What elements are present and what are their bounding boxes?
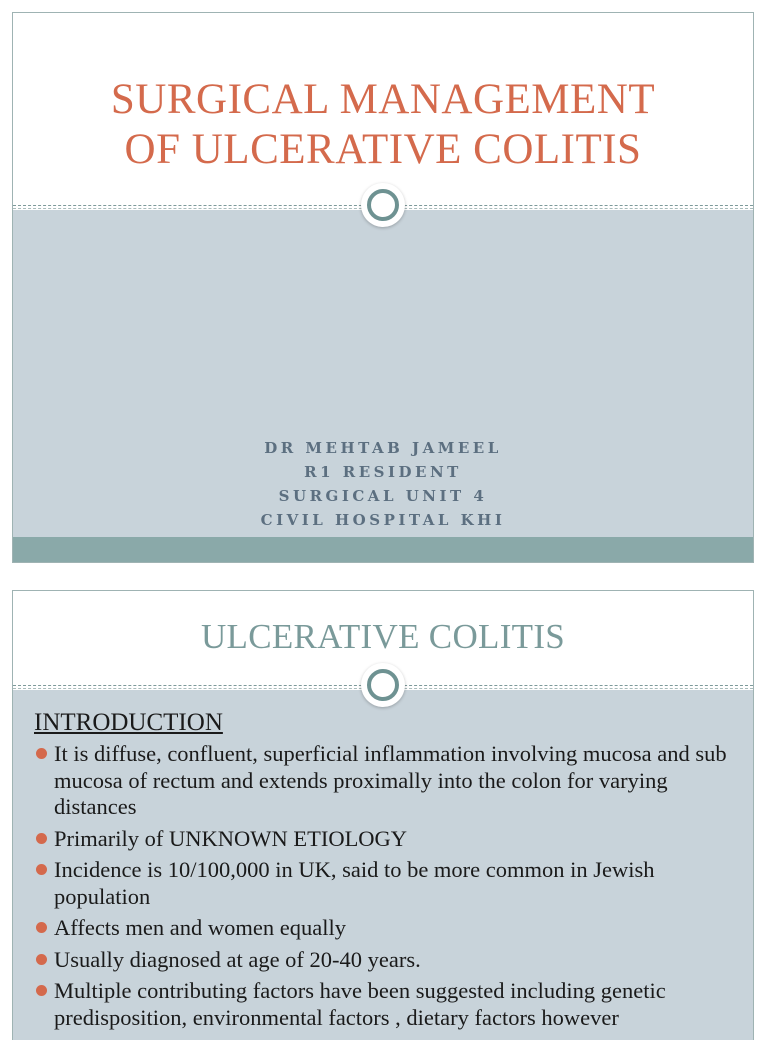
bullet-list — [34, 741, 739, 1031]
bullet-text: It is diffuse, confluent, superficial inflammation involving mucosa and sub mucosa of rectum and extends proximally into the colon for varying distances — [54, 741, 727, 819]
bullet-icon — [36, 985, 47, 996]
list-item — [34, 915, 739, 942]
slide-title — [13, 75, 753, 175]
bullet-icon — [36, 833, 47, 844]
presenter-hospital: CIVIL HOSPITAL KHI — [260, 511, 506, 529]
bullet-text: Primarily of UNKNOWN ETIOLOGY — [54, 825, 408, 851]
presenter-name: DR MEHTAB JAMEEL — [264, 439, 502, 457]
circle-ring-icon — [361, 183, 405, 227]
bullet-icon — [36, 864, 47, 875]
bullet-icon — [36, 922, 47, 933]
title-slide — [12, 12, 754, 563]
slide-title-line-1: SURGICAL MANAGEMENT — [110, 76, 656, 123]
slide-heading: ULCERATIVE COLITIS — [200, 617, 566, 656]
list-item — [34, 741, 739, 821]
subtitle-area — [13, 210, 753, 537]
section-heading: INTRODUCTION — [34, 709, 223, 736]
bullet-text: Multiple contributing factors have been suggested including genetic predisposition, environmental factors , dietary factors however — [54, 978, 666, 1030]
circle-ring-icon — [361, 663, 405, 707]
slide-title-line-2: OF ULCERATIVE COLITIS — [124, 126, 642, 173]
list-item — [34, 857, 739, 910]
list-item — [34, 978, 739, 1031]
bullet-icon — [36, 954, 47, 965]
bullet-text: Usually diagnosed at age of 20-40 years. — [54, 946, 421, 972]
presenter-info — [13, 436, 753, 532]
list-item — [34, 826, 739, 853]
bullet-text: Incidence is 10/100,000 in UK, said to be more common in Jewish population — [54, 857, 655, 909]
title-area — [13, 13, 753, 209]
bullet-text: Affects men and women equally — [54, 915, 346, 940]
presenter-unit: SURGICAL UNIT 4 — [278, 487, 488, 505]
slide-content — [34, 707, 739, 1036]
footer-bar — [13, 537, 753, 563]
content-slide — [12, 590, 754, 1040]
list-item — [34, 947, 739, 974]
bullet-icon — [36, 748, 47, 759]
presenter-role: R1 RESIDENT — [304, 463, 462, 481]
